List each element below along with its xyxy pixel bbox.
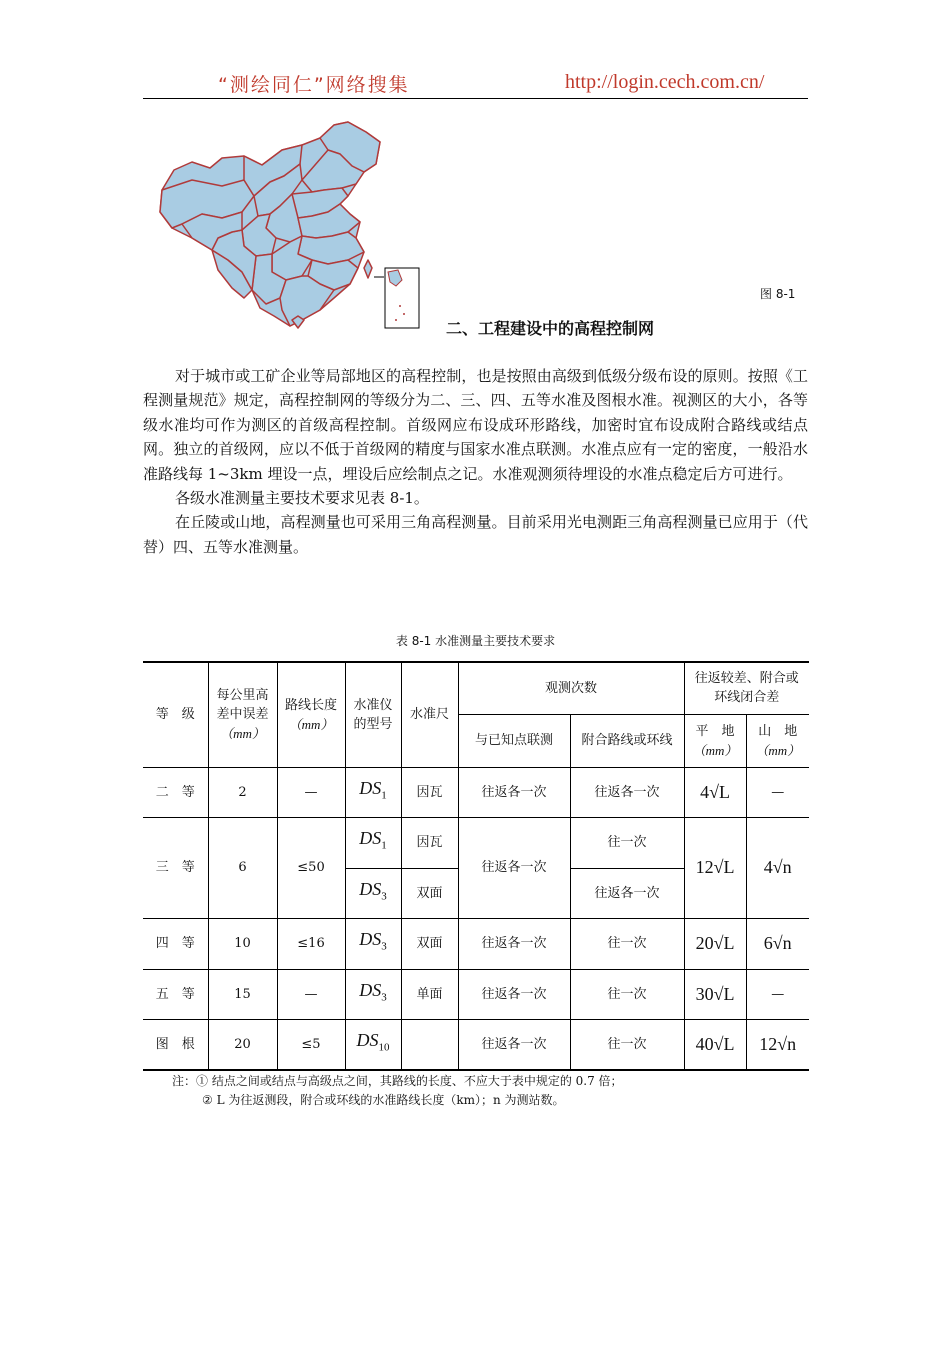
header-error bbox=[208, 662, 277, 767]
cell-obs-route: 往一次 bbox=[570, 969, 684, 1019]
china-map-figure bbox=[152, 120, 432, 332]
cell-flat: 40√L bbox=[684, 1019, 746, 1070]
cell-flat: 4√L bbox=[684, 767, 746, 817]
cell-staff: 双面 bbox=[401, 918, 458, 969]
cell-instrument bbox=[345, 918, 401, 969]
table-caption: 表 8-1 水准测量主要技术要求 bbox=[395, 634, 556, 648]
cell-obs-known: 往返各一次 bbox=[458, 969, 570, 1019]
cell-mountain: — bbox=[746, 969, 809, 1019]
cell-staff: 因瓦 bbox=[401, 767, 458, 817]
south-china-sea-inset bbox=[374, 268, 419, 328]
cell-mountain: 6√n bbox=[746, 918, 809, 969]
cell-grade: 四 等 bbox=[143, 918, 208, 969]
cell-length: ≤16 bbox=[277, 918, 345, 969]
header-error-line2: 差中误差 bbox=[216, 707, 269, 723]
table-notes bbox=[172, 1072, 623, 1110]
table-row bbox=[143, 767, 809, 817]
cell-staff: 单面 bbox=[401, 969, 458, 1019]
cell-grade: 五 等 bbox=[143, 969, 208, 1019]
paragraph: 对于城市或工矿企业等局部地区的高程控制，也是按照由高级到低级分级布设的原则。按照《工程测量规范》规定，高程控制网的等级分为二、三、四、五等水准及图根水准。视测区的大小，各等级水准均可作为测区的首级高程控制。首级网应布设成环形路线，加密时宜布设成附合路线或结点网。独立的首级网，应以不低于首级网的精度与国家水准点联测。水准点应有一定的密度，一般沿水准路线每 1~3km 埋设一点，埋设后应绘制点之记。水准观测须待埋设的水准点稳定后方可进行。 bbox=[143, 367, 808, 483]
header-route-length-label: 路线长度 bbox=[284, 697, 337, 713]
header-mountain-unit: （mm） bbox=[755, 742, 801, 758]
cell-error: 15 bbox=[208, 969, 277, 1019]
cell-length: ≤50 bbox=[277, 817, 345, 918]
cell-instrument bbox=[345, 1019, 401, 1070]
cell-flat: 30√L bbox=[684, 969, 746, 1019]
instrument-sub: 1 bbox=[381, 789, 387, 802]
instrument-base: DS bbox=[359, 979, 382, 1000]
figure-caption: 图 8-1 bbox=[760, 287, 796, 301]
instrument-base: DS bbox=[359, 878, 382, 899]
header-error-line1: 每公里高 bbox=[216, 688, 269, 704]
cell-obs-route: 往一次 bbox=[570, 817, 684, 868]
leveling-requirements-table bbox=[143, 661, 809, 1071]
cell-instrument bbox=[345, 969, 401, 1019]
table-row bbox=[143, 1019, 809, 1070]
header-staff: 水准尺 bbox=[401, 662, 458, 767]
cell-length: ≤5 bbox=[277, 1019, 345, 1070]
cell-grade: 二 等 bbox=[143, 767, 208, 817]
header-obs-known-point: 与已知点联测 bbox=[458, 714, 570, 767]
cell-length: — bbox=[277, 767, 345, 817]
section-title: 二、工程建设中的高程控制网 bbox=[446, 319, 655, 338]
header-mountain-label: 山 地 bbox=[758, 723, 798, 739]
cell-mountain: 12√n bbox=[746, 1019, 809, 1070]
cell-obs-known: 往返各一次 bbox=[458, 767, 570, 817]
cell-mountain: — bbox=[746, 767, 809, 817]
cell-instrument bbox=[345, 767, 401, 817]
instrument-base: DS bbox=[359, 929, 382, 950]
cell-flat: 20√L bbox=[684, 918, 746, 969]
cell-obs-known: 往返各一次 bbox=[458, 918, 570, 969]
cell-instrument bbox=[345, 817, 401, 868]
instrument-base: DS bbox=[359, 828, 382, 849]
instrument-sub: 1 bbox=[381, 839, 387, 852]
header-flat bbox=[684, 714, 746, 767]
table-row bbox=[143, 969, 809, 1019]
instrument-sub: 3 bbox=[381, 890, 387, 903]
header-instrument-line1: 水准仪 bbox=[353, 697, 393, 713]
cell-instrument bbox=[345, 868, 401, 918]
header-observation-count: 观测次数 bbox=[458, 662, 684, 714]
note-line: 注：① 结点之间或结点与高级点之间，其路线的长度、不应大于表中规定的 0.7 倍； bbox=[172, 1074, 623, 1088]
header-route-length bbox=[277, 662, 345, 767]
header-obs-route: 附合路线或环线 bbox=[570, 714, 684, 767]
header-flat-unit: （mm） bbox=[692, 742, 738, 758]
cell-error: 2 bbox=[208, 767, 277, 817]
cell-staff: 因瓦 bbox=[401, 817, 458, 868]
header-error-unit: （mm） bbox=[220, 726, 265, 742]
header-instrument-line2: 的型号 bbox=[353, 716, 393, 732]
table-header-row bbox=[143, 662, 809, 714]
body-text bbox=[143, 364, 808, 559]
header-flat-label: 平 地 bbox=[695, 723, 735, 739]
cell-obs-route: 往一次 bbox=[570, 918, 684, 969]
header-url[interactable]: http://login.cech.com.cn/ bbox=[565, 71, 765, 93]
cell-grade: 三 等 bbox=[143, 817, 208, 918]
cell-grade: 图 根 bbox=[143, 1019, 208, 1070]
header-route-length-unit: （mm） bbox=[288, 716, 334, 732]
cell-length: — bbox=[277, 969, 345, 1019]
paragraph: 在丘陵或山地，高程测量也可采用三角高程测量。目前采用光电测距三角高程测量已应用于（代替）四、五等水准测量。 bbox=[143, 513, 808, 556]
header-source-label: “测绘同仁”网络搜集 bbox=[218, 74, 410, 96]
china-map-provinces bbox=[160, 122, 380, 328]
instrument-base: DS bbox=[359, 777, 382, 798]
instrument-sub: 10 bbox=[378, 1041, 390, 1054]
header-rule bbox=[143, 98, 808, 99]
cell-obs-known: 往返各一次 bbox=[458, 817, 570, 918]
paragraph: 各级水准测量主要技术要求见表 8-1。 bbox=[175, 489, 429, 508]
header-grade: 等 级 bbox=[143, 662, 208, 767]
header-closure-line1: 往返较差、附合或 bbox=[694, 671, 799, 687]
cell-staff bbox=[401, 1019, 458, 1070]
note-line: ② L 为往返测段，附合或环线的水准路线长度（km）；n 为测站数。 bbox=[202, 1093, 565, 1107]
instrument-sub: 3 bbox=[381, 991, 387, 1004]
cell-obs-known: 往返各一次 bbox=[458, 1019, 570, 1070]
instrument-sub: 3 bbox=[381, 940, 387, 953]
cell-error: 10 bbox=[208, 918, 277, 969]
header-mountain bbox=[746, 714, 809, 767]
cell-staff: 双面 bbox=[401, 868, 458, 918]
header-closure bbox=[684, 662, 809, 714]
cell-error: 20 bbox=[208, 1019, 277, 1070]
table-row bbox=[143, 817, 809, 868]
table-row bbox=[143, 918, 809, 969]
cell-mountain: 4√n bbox=[746, 817, 809, 918]
cell-obs-route: 往一次 bbox=[570, 1019, 684, 1070]
header-closure-line2: 环线闭合差 bbox=[714, 690, 780, 706]
cell-obs-route: 往返各一次 bbox=[570, 767, 684, 817]
instrument-base: DS bbox=[356, 1029, 379, 1050]
cell-obs-route: 往返各一次 bbox=[570, 868, 684, 918]
cell-flat: 12√L bbox=[684, 817, 746, 918]
header-instrument bbox=[345, 662, 401, 767]
cell-error: 6 bbox=[208, 817, 277, 918]
